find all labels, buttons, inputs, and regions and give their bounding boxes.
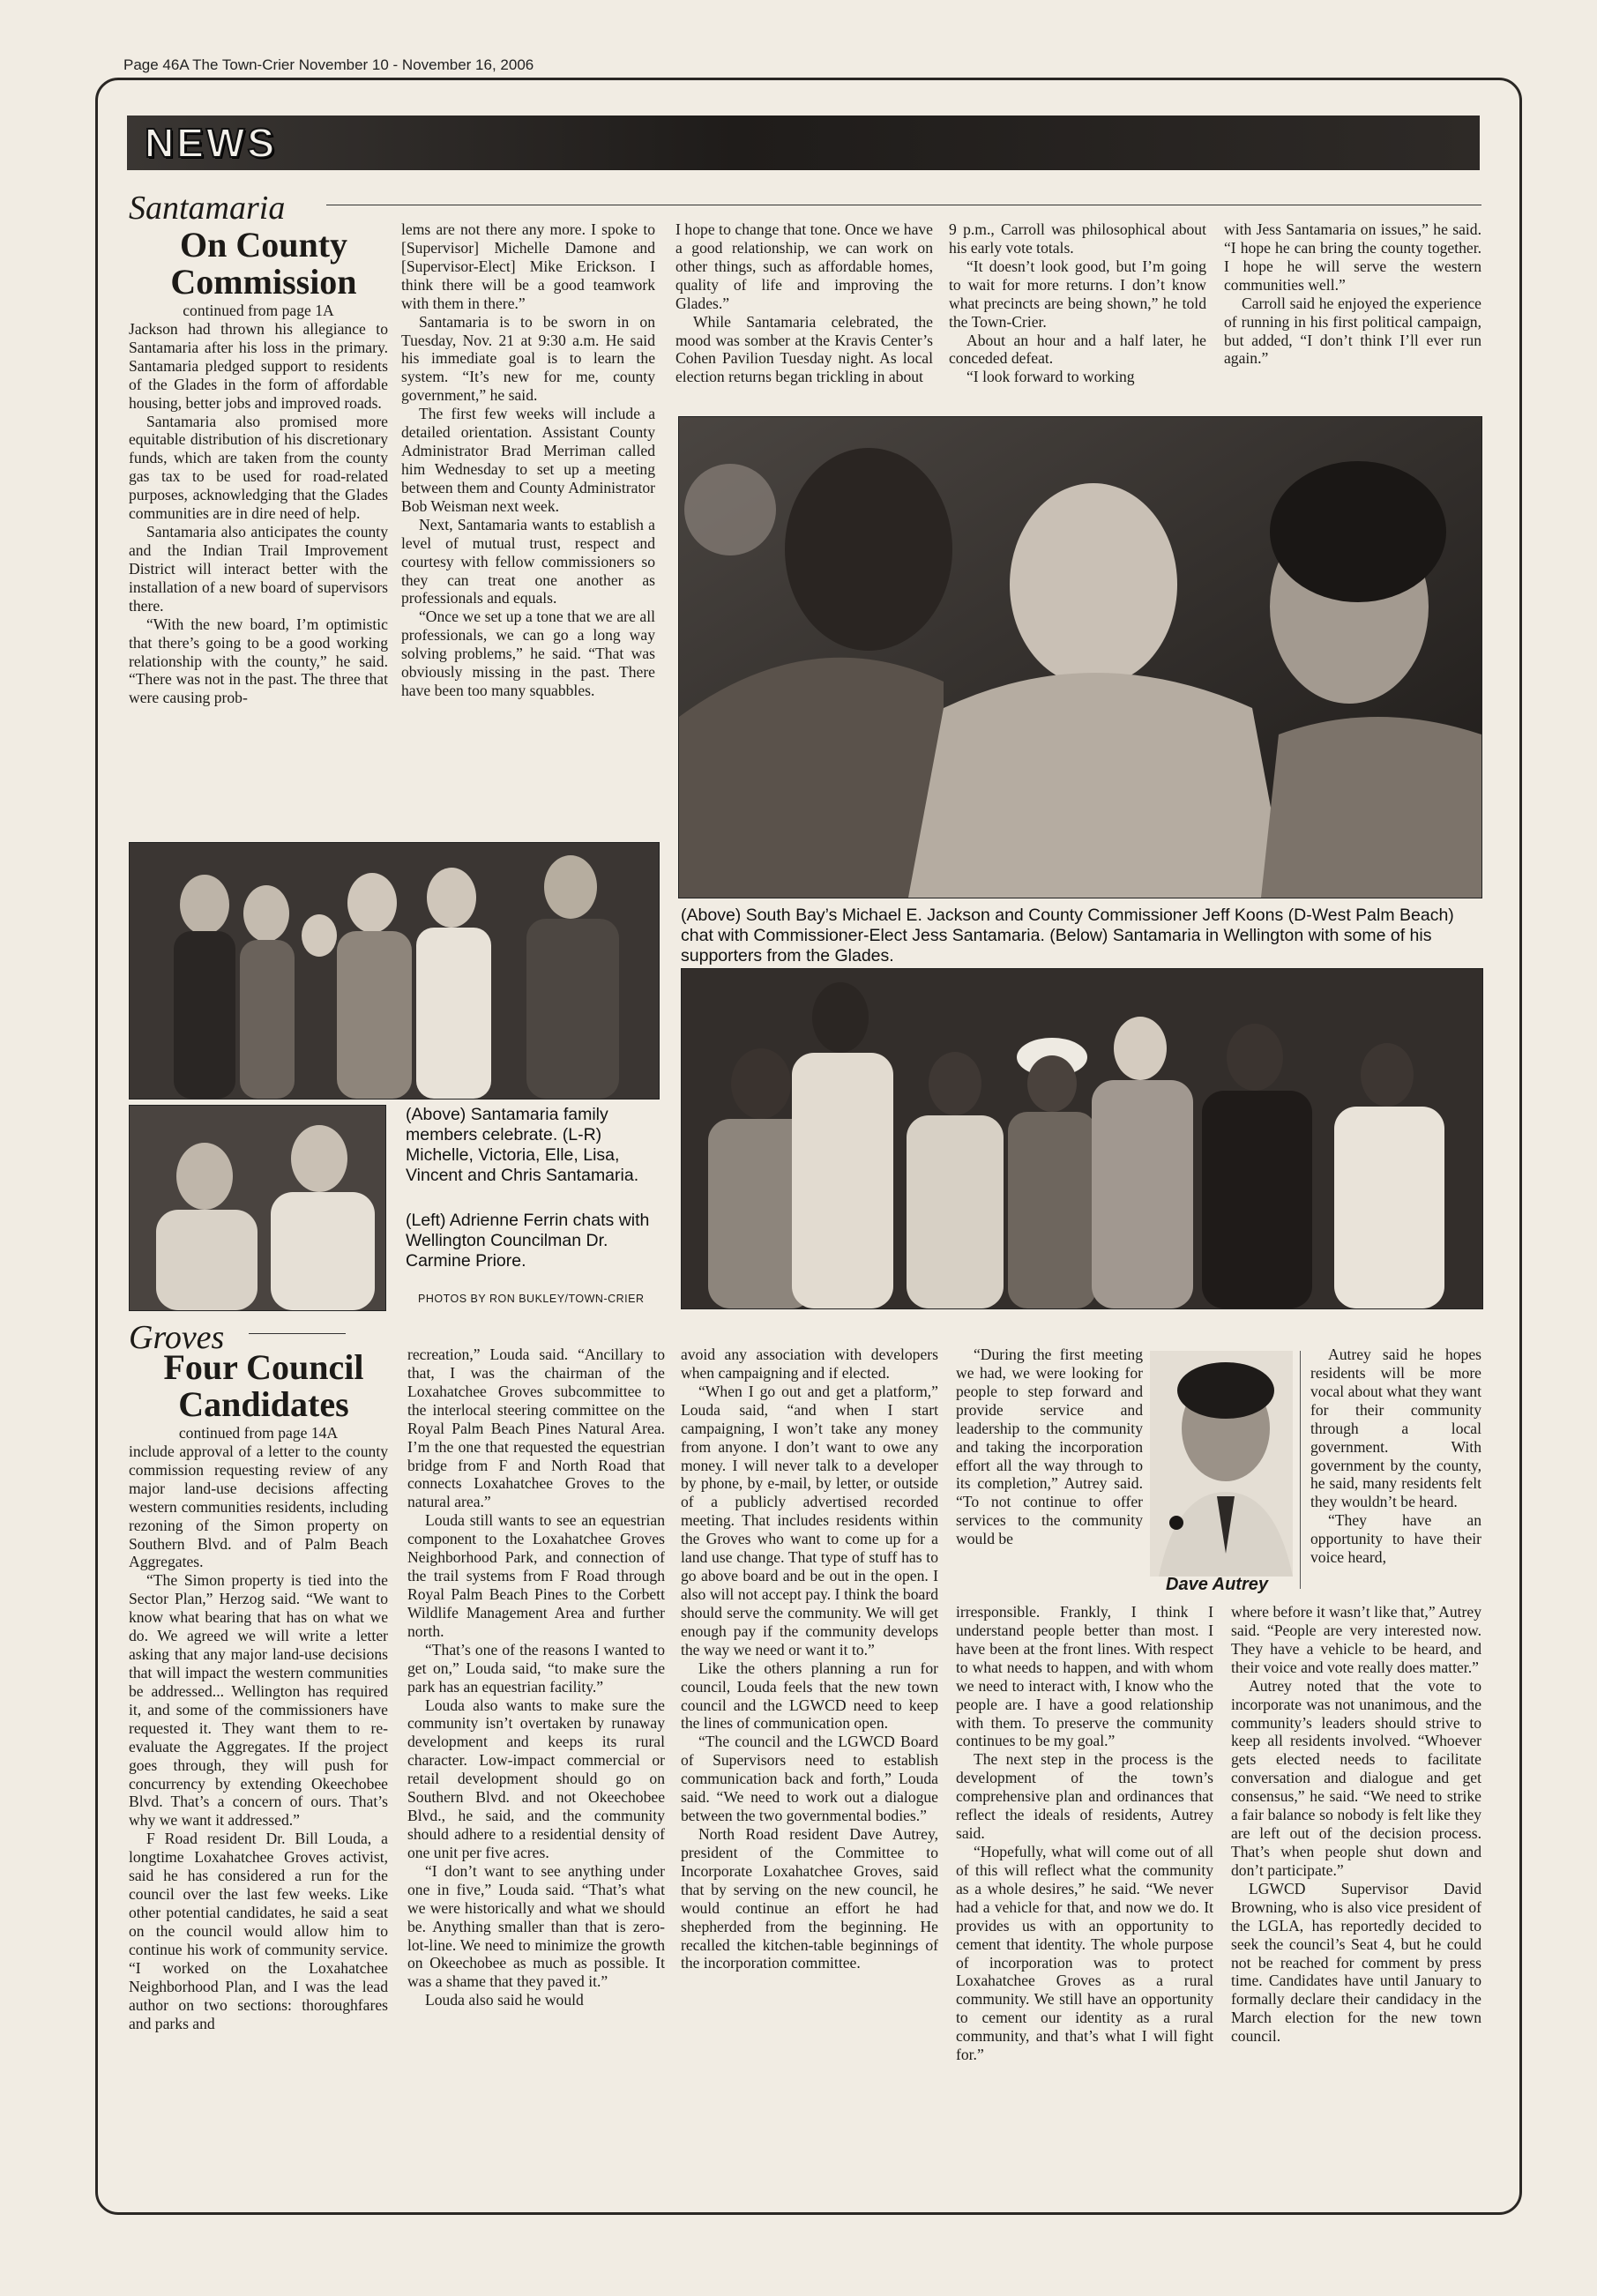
paragraph: Next, Santamaria wants to establish a level of mutual trust, respect and courtesy with fellow commissioners so they can treat one another as professionals and equals. bbox=[401, 515, 655, 608]
story2-column-3 bbox=[681, 1346, 938, 2182]
section-label: NEWS bbox=[145, 120, 277, 166]
photo-santamaria-supporters bbox=[681, 968, 1483, 1309]
story2-column-4-bottom bbox=[956, 1603, 1213, 2182]
paragraph: “With the new board, I’m optimistic that there’s going to be a good working relationship with the county,” he said. “There was not in the past. The three that were causing prob- bbox=[129, 615, 388, 707]
paragraph: Santamaria is to be sworn in on Tuesday, Nov. 21 at 9:30 a.m. He said his immediate goal is to learn the system. “It’s new for me, county government,” he said. bbox=[401, 312, 655, 405]
photo-jackson-koons-santamaria-image bbox=[679, 417, 1481, 898]
paragraph: “The council and the LGWCD Board of Supervisors need to establish communication back and forth,” Louda said. “We need to work out a dialogue between the two governmental bodies.” bbox=[681, 1733, 938, 1825]
story1-column-5 bbox=[1224, 220, 1481, 413]
paragraph: “Once we set up a tone that we are all professionals, we can go a long way solving problems,” he said. “That was obviously missing in the past. There have been too many squabbles. bbox=[401, 608, 655, 700]
story2-column-1 bbox=[129, 1424, 388, 2182]
mug-divider bbox=[1300, 1351, 1301, 1589]
paragraph: “During the first meeting we had, we were looking for people to step forward and provide service and leadership to the community and taking the incorporation effort all the way through to its completion,” Autrey said. “To not continue to offer services to the community would be bbox=[956, 1346, 1143, 1548]
page-folio: Page 46A The Town-Crier November 10 - November 16, 2006 bbox=[123, 56, 534, 73]
paragraph: The next step in the process is the development of the town’s comprehensive plan and ordinances that reflect the ideals of residents, Autrey said. bbox=[956, 1750, 1213, 1843]
caption-main: (Above) South Bay’s Michael E. Jackson and County Commissioner Jeff Koons (D-West Palm Beach) chat with Commissioner-Elect Jess Santamaria. (Below) Santamaria in Wellington with some of his supporters from the Glades. bbox=[681, 906, 1454, 965]
paragraph: Carroll said he enjoyed the experience of running in his first political campaign, but added, “I don’t think I’ll ever run again.” bbox=[1224, 294, 1481, 368]
photo-santamaria-supporters-image bbox=[682, 969, 1482, 1308]
paragraph: “It doesn’t look good, but I’m going to wait for more returns. I don’t know what precincts are being shown,” he told the Town-Crier. bbox=[949, 257, 1206, 331]
photo-ferrin-priore bbox=[129, 1105, 386, 1311]
continued-line: continued from page 1A bbox=[183, 302, 334, 319]
paragraph: F Road resident Dr. Bill Louda, a longtime Loxahatchee Groves activist, said he has considered a run for the council over the last few weeks. Like other potential candidates, he said a seat on the council would allow him to continue his work of community service. “I worked on the Loxahatchee Neighborhood Plan, and I was the lead author on two sections: thoroughfares and parks and bbox=[129, 1830, 388, 2032]
paragraph: avoid any association with developers when campaigning and if elected. bbox=[681, 1346, 938, 1382]
story2-headline bbox=[129, 1349, 399, 1424]
paragraph: Santamaria also promised more equitable distribution of his discretionary funds, which are taken from the county gas tax to be used for road-related purposes, acknowledging that the Glades communities are in dire need of help. bbox=[129, 412, 388, 523]
paragraph: “I don’t want to see anything under one in five,” Louda said. “That’s what we were historically and what we should be. Anything smaller than that is zero-lot-line. We need to minimize the growth on Okeechobee as much as possible. It was a shame that they paved it.” bbox=[407, 1861, 665, 1991]
photo-jackson-koons-santamaria bbox=[678, 416, 1482, 898]
paragraph: Santamaria also anticipates the county and the Indian Trail Improvement District will interact better with the installation of a new board of supervisors there. bbox=[129, 523, 388, 615]
story1-column-2 bbox=[401, 220, 655, 835]
paragraph: “When I go out and get a platform,” Louda said, “and when I start campaigning, I won’t take any money from anyone. I don’t want to owe any money. I will never talk to a developer by phone, by e-mail, by letter, or outside of a publicly advertised recorded meeting. That includes residents within the Groves who want to come up for a land use change. That type of stuff has to go above board and be out in the open. I also will not accept pay. I think the board should serve the community. We will get enough pay if the community develops the way we need or want it to.” bbox=[681, 1382, 938, 1659]
paragraph: “That’s one of the reasons I wanted to get on,” Louda said, “to make sure the park has an equestrian facility.” bbox=[407, 1640, 665, 1696]
paragraph: 9 p.m., Carroll was philosophical about his early vote totals. bbox=[949, 220, 1206, 257]
paragraph: About an hour and a half later, he conceded defeat. bbox=[949, 331, 1206, 368]
paragraph: I hope to change that tone. Once we have a good relationship, we can work on other things, such as affordable homes, quality of life and improving the Glades.” bbox=[675, 220, 933, 312]
paragraph: “Hopefully, what will come out of all of this will reflect what the community as a whole desires,” he said. “We never had a vehicle for that, and now we do. It provides us with an opportunity to cement that identity. The whole purpose of incorporation was to protect Loxahatchee Groves as a rural community. We still have an opportunity to cement our identity as a rural community, and that’s what I will fight for.” bbox=[956, 1842, 1213, 2064]
story2-column-4-top bbox=[956, 1346, 1143, 1582]
story1-headline-line1: On County bbox=[179, 225, 348, 265]
section-banner bbox=[127, 116, 1480, 170]
paragraph: Autrey said he hopes residents will be more vocal about what they want for their community through a local government. With government by the county, he said, many residents felt they wouldn’t be heard. bbox=[1310, 1346, 1481, 1511]
story2-column-5-bottom bbox=[1231, 1603, 1481, 2182]
paragraph: lems are not there any more. I spoke to [Supervisor] Michelle Damone and [Supervisor-Elect] Mike Erickson. I think there will be a good teamwork with them in there.” bbox=[401, 220, 655, 312]
caption-family: (Above) Santamaria family members celebrate. (L-R) Michelle, Victoria, Elle, Lisa, Vincent and Chris Santamaria. bbox=[406, 1105, 639, 1185]
photo-credit: PHOTOS BY RON BUKLEY/TOWN-CRIER bbox=[418, 1293, 645, 1305]
story2-column-5-top bbox=[1310, 1346, 1481, 1601]
story1-column-1 bbox=[129, 302, 388, 835]
photo-santamaria-family bbox=[129, 842, 660, 1100]
story1-headline bbox=[129, 227, 399, 302]
photo-dave-autrey bbox=[1150, 1351, 1293, 1577]
paragraph: Like the others planning a run for council, Louda feels that the new town council and the LGWCD need to keep the lines of communication open. bbox=[681, 1659, 938, 1733]
paragraph: Louda also wants to make sure the community isn’t overtaken by runaway development and keeps its rural character. Low-impact commercial or retail development should go on Southern Blvd. and not Okeechobee Blvd., he said, and the community should adhere to a residential density of one unit per five acres. bbox=[407, 1696, 665, 1861]
continued-line: continued from page 14A bbox=[178, 1424, 339, 1442]
paragraph: with Jess Santamaria on issues,” he said. “I hope he can bring the county together. I hope he will serve the western communities well.” bbox=[1224, 220, 1481, 294]
story2-headline-line2: Candidates bbox=[178, 1384, 349, 1425]
paragraph: Louda also said he would bbox=[425, 1991, 584, 2009]
photo-ferrin-priore-image bbox=[130, 1106, 385, 1310]
paragraph: LGWCD Supervisor David Browning, who is also vice president of the LGLA, has reportedly decided to seek the council’s Seat 4, but he could not be reached for comment by press time. Candidates have until January to formally declare their candidacy in the March election for the new town council. bbox=[1231, 1879, 1481, 2046]
story2-column-2 bbox=[407, 1346, 665, 2182]
story1-column-3 bbox=[675, 220, 933, 413]
paragraph: While Santamaria celebrated, the mood was somber at the Kravis Center’s Cohen Pavilion Tuesday night. As local election returns began trickling in about bbox=[675, 312, 933, 386]
story2-kicker-rule bbox=[249, 1333, 346, 1334]
paragraph: recreation,” Louda said. “Ancillary to that, I was the chairman of the Loxahatchee Groves subcommittee to the interlocal steering committee on the Royal Palm Beach Pines Natural Area. I’m the one that requested the equestrian bridge from F and North Road that connects Loxahatchee Groves to the natural area.” bbox=[407, 1346, 665, 1511]
paragraph: irresponsible. Frankly, I think I understand people better than most. I have been at the front lines. With respect to what needs to happen, and with whom we need to interact with, I know who the people are. I have a good relationship with them. To preserve the community continues to be my goal.” bbox=[956, 1603, 1213, 1750]
paragraph: The first few weeks will include a detailed orientation. Assistant County Administrator Brad Merriman called him Wednesday to set up a meeting between them and County Administrator Bob Weisman next week. bbox=[401, 405, 655, 515]
caption-ferrin: (Left) Adrienne Ferrin chats with Wellington Councilman Dr. Carmine Priore. bbox=[406, 1211, 650, 1271]
paragraph: “They have an opportunity to have their voice heard, bbox=[1310, 1511, 1481, 1567]
paragraph: Autrey noted that the vote to incorporate was not unanimous, and the community’s leaders should strive to keep all residents involved. “Whoever gets elected needs to facilitate conversation and dialogue and get consensus,” he said. “We need to strike a fair balance so nobody is felt like they are left out of the decision process. That’s when people shut down and don’t participate.” bbox=[1231, 1676, 1481, 1879]
paragraph: Jackson had thrown his allegiance to Santamaria after his loss in the primary. Santamaria pledged support to residents of the Glades in the form of affordable housing, better jobs and improved roads. bbox=[129, 319, 388, 412]
photo-dave-autrey-image bbox=[1150, 1351, 1293, 1577]
paragraph: “The Simon property is tied into the Sector Plan,” Herzog said. “We want to know what bearing that has on what we do. We agreed we will write a letter asking that any major land-use decisions that will impact the western communities be addressed... Wellington has required it, and some of the commissioners have requested it. They want them to re-evaluate the Aggregates. If the project goes through, they will push for concurrency by extending Okeechobee Blvd. That’s a concern of ours. That’s why we want it addressed.” bbox=[129, 1571, 388, 1830]
mug-caption: Dave Autrey bbox=[1166, 1575, 1268, 1594]
paragraph: Louda still wants to see an equestrian component to the Loxahatchee Groves Neighborhood Park, and connection of the trail systems from F Road through Royal Palm Beach Pines to the Corbett Wildlife Management Area and further north. bbox=[407, 1511, 665, 1640]
story2-kicker: Groves bbox=[129, 1319, 225, 1356]
paragraph: where before it wasn’t like that,” Autrey said. “People are very interested now. They have a vehicle to be heard, and their voice and vote really does matter.” bbox=[1231, 1603, 1481, 1676]
paragraph: North Road resident Dave Autrey, president of the Committee to Incorporate Loxahatchee Groves, said that by serving on the new council, he would continue an effort he had shepherded from the beginning. He recalled the kitchen-table beginnings of the incorporation committee. bbox=[681, 1824, 938, 1972]
paragraph: “I look forward to working bbox=[966, 368, 1135, 386]
paragraph: include approval of a letter to the county commission requesting review of any major land-use decisions affecting western communities residents, including rezoning of the Simon property on Southern Blvd. and of Palm Beach Aggregates. bbox=[129, 1442, 388, 1571]
photo-santamaria-family-image bbox=[130, 843, 659, 1099]
story1-column-4 bbox=[949, 220, 1206, 413]
story2-headline-line1: Four Council bbox=[163, 1347, 364, 1387]
story1-kicker: Santamaria bbox=[129, 190, 286, 227]
story1-headline-line2: Commission bbox=[170, 262, 357, 302]
